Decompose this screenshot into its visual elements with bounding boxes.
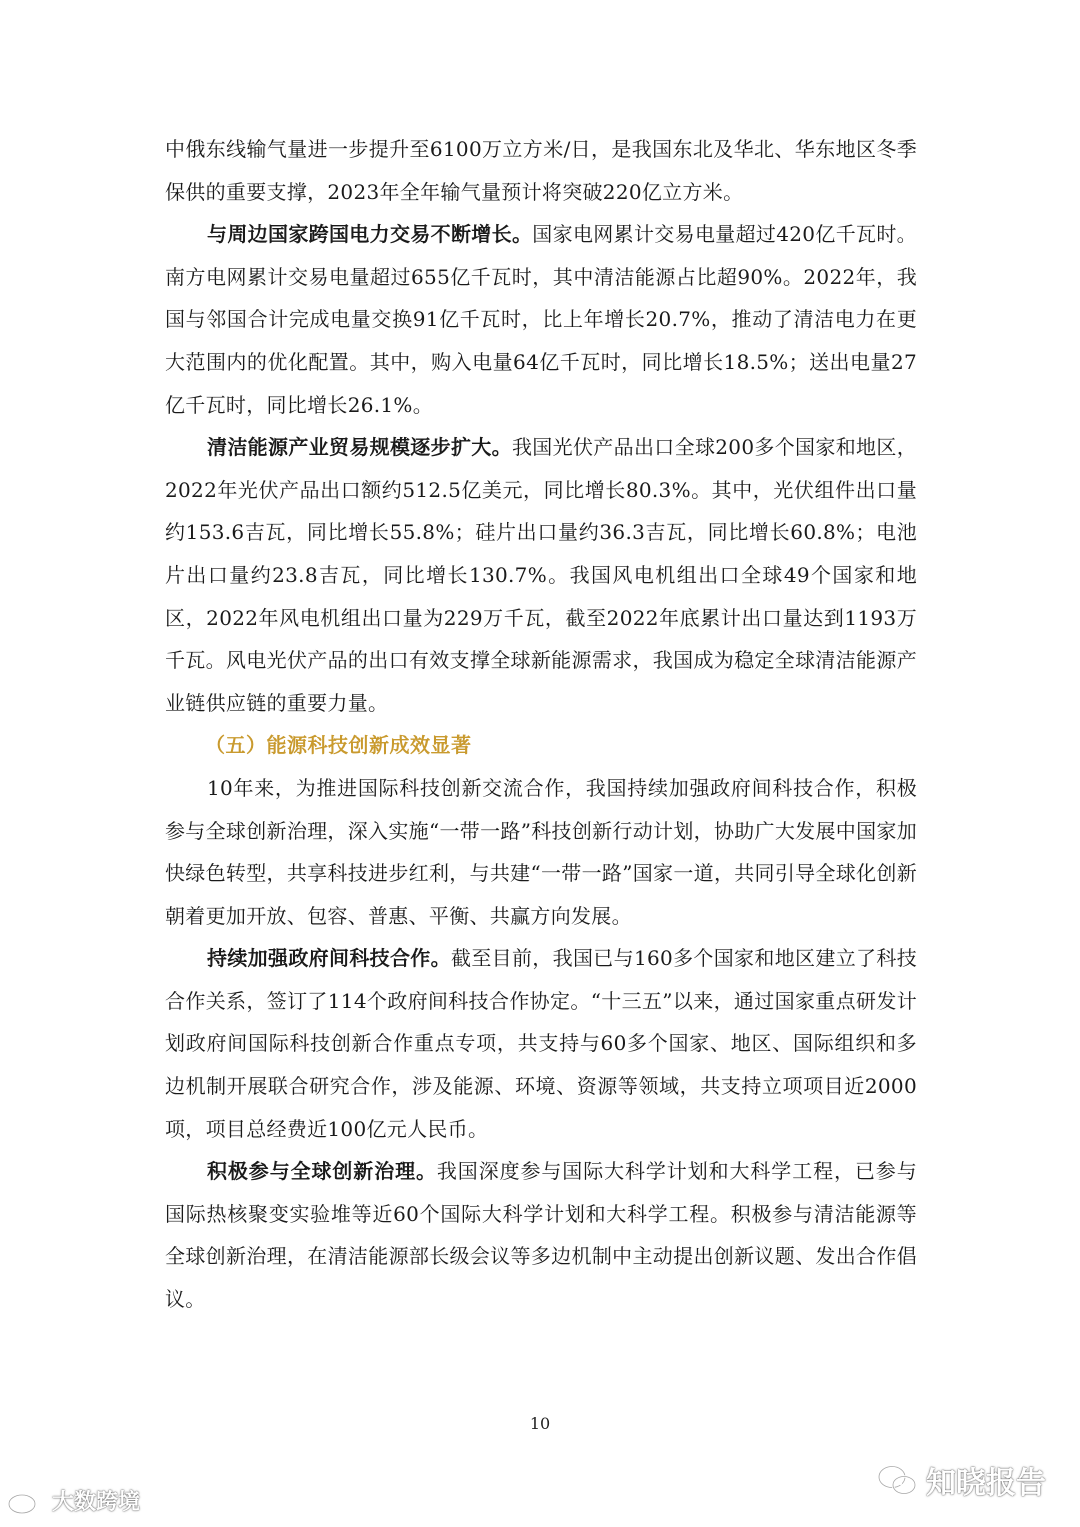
section-heading: （五）能源科技创新成效显著 xyxy=(205,733,472,758)
paragraph-6: 积极参与全球创新治理。我国深度参与国际大科学计划和大科学工程，已参与国际热核聚变实验堆等近60个国际大科学计划和大科学工程。积极参与清洁能源等全球创新治理，在清洁能源部长级会议等多边机制中主动提出创新议题、发出合作倡议。 xyxy=(165,1159,917,1312)
paragraph-3: 清洁能源产业贸易规模逐步扩大。我国光伏产品出口全球200多个国家和地区，2022年光伏产品出口额约512.5亿美元，同比增长80.3%。其中，光伏组件出口量约153.6吉瓦，同比增长55.8%；硅片出口量约36.3吉瓦，同比增长60.8%；电池片出口量约23.8吉瓦，同比增长130.7%。我国风电机组出口全球49个国家和地区，2022年风电机组出口量为229万千瓦，截至2022年底累计出口量达到1193万千瓦。风电光伏产品的出口有效支撑全球新能源需求，我国成为稳定全球清洁能源产业链供应链的重要力量。 xyxy=(165,435,917,715)
weibo-icon xyxy=(6,1487,46,1515)
paragraph-lead: 积极参与全球创新治理。 xyxy=(207,1159,437,1184)
watermark-left xyxy=(6,1485,140,1516)
page-number: 10 xyxy=(529,1414,551,1433)
watermark-right xyxy=(876,1458,1046,1502)
wechat-icon xyxy=(876,1463,918,1497)
paragraph-4: 10年来，为推进国际科技创新交流合作，我国持续加强政府间科技合作，积极参与全球创新治理，深入实施“一带一路”科技创新行动计划，协助广大发展中国家加快绿色转型，共享科技进步红利，与共建“一带一路”国家一道，共同引导全球化创新朝着更加开放、包容、普惠、平衡、共赢方向发展。 xyxy=(165,775,917,928)
paragraph-5: 持续加强政府间科技合作。截至目前，我国已与160多个国家和地区建立了科技合作关系，签订了114个政府间科技合作协定。“十三五”以来，通过国家重点研发计划政府间国际科技创新合作重点专项，共支持与60多个国家、地区、国际组织和多边机制开展联合研究合作，涉及能源、环境、资源等领域，共支持立项项目近2000项，项目总经费近100亿元人民币。 xyxy=(165,946,918,1141)
paragraph-2: 与周边国家跨国电力交易不断增长。国家电网累计交易电量超过420亿千瓦时。南方电网累计交易电量超过655亿千瓦时，其中清洁能源占比超90%。2022年，我国与邻国合计完成电量交换91亿千瓦时，比上年增长20.7%，推动了清洁电力在更大范围内的优化配置。其中，购入电量64亿千瓦时，同比增长18.5%；送出电量27亿千瓦时，同比增长26.1%。 xyxy=(165,222,917,417)
paragraph-lead: 与周边国家跨国电力交易不断增长。 xyxy=(207,222,533,247)
watermark-right-text: 知晓报告 xyxy=(926,1466,1046,1501)
paragraph-lead: 清洁能源产业贸易规模逐步扩大。 xyxy=(207,435,512,460)
paragraph-lead: 持续加强政府间科技合作。 xyxy=(207,946,451,971)
document-body xyxy=(165,128,917,1321)
watermark-left-text: 大数跨境 xyxy=(52,1490,141,1515)
paragraph-1: 中俄东线输气量进一步提升至6100万立方米/日，是我国东北及华北、华东地区冬季保供的重要支撑，2023年全年输气量预计将突破220亿立方米。 xyxy=(165,137,917,204)
